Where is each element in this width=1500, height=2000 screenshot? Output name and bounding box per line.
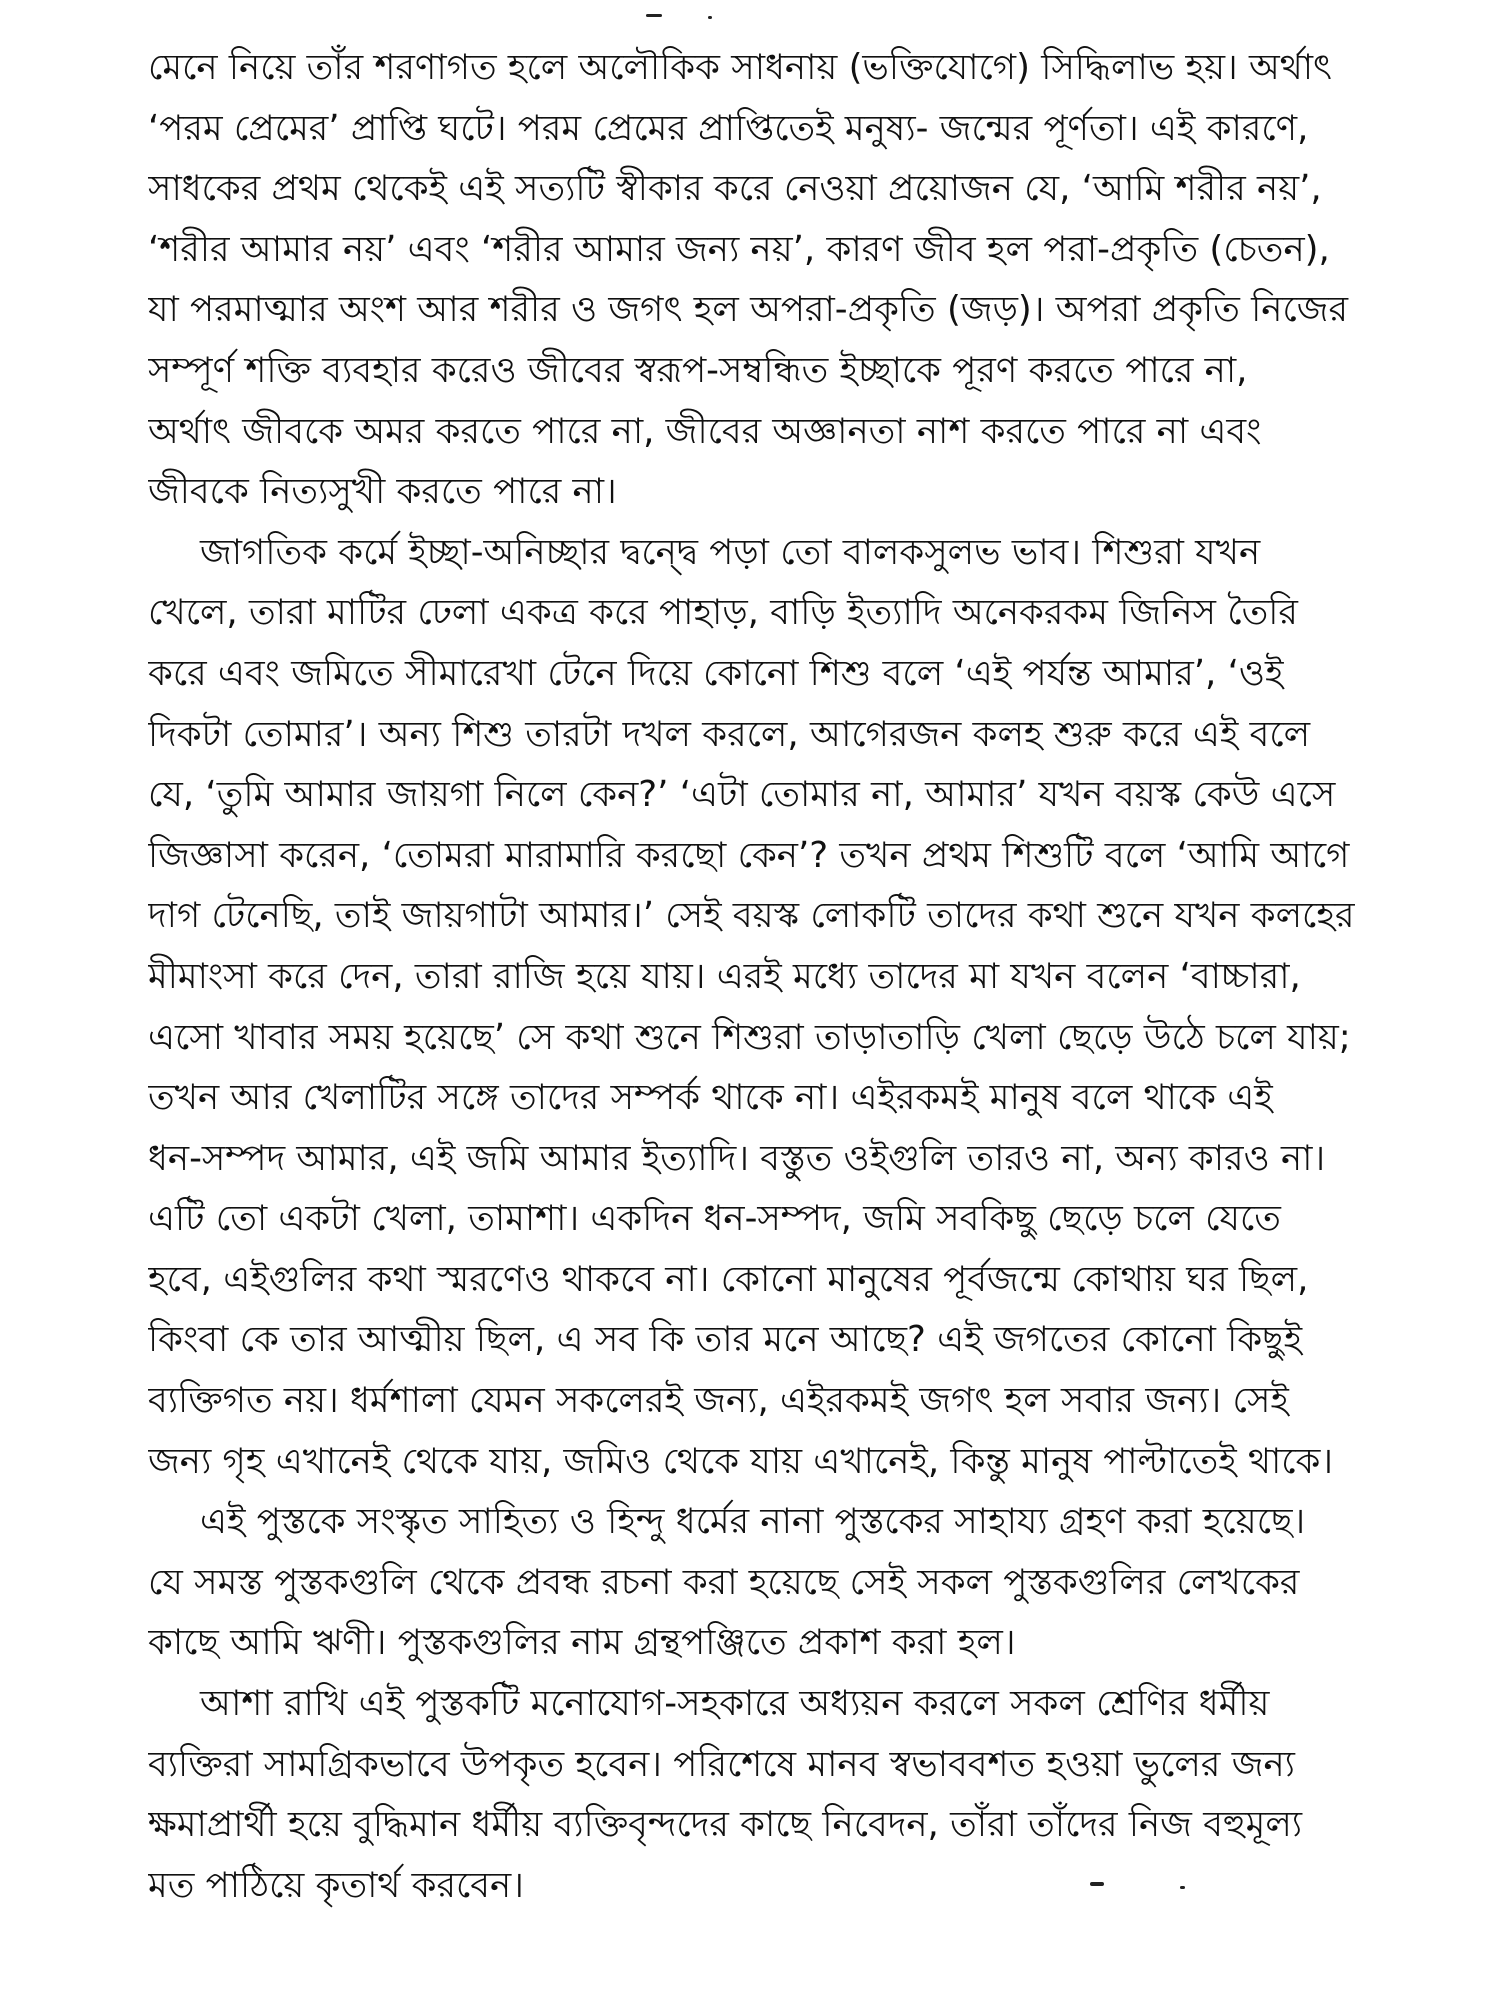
text-line: হবে, এইগুলির কথা স্মরণেও থাকবে না। কোনো মানুষের পূর্বজন্মে কোথায় ঘর ছিল,	[148, 1258, 1309, 1300]
text-line: সম্পূর্ণ শক্তি ব্যবহার করেও জীবের স্বরূপ-সম্বন্ধিত ইচ্ছাকে পূরণ করতে পারে না,	[148, 349, 1248, 391]
text-line: জন্য গৃহ এখানেই থেকে যায়, জমিও থেকে যায় এখানেই, কিন্তু মানুষ পাল্টাতেই থাকে।	[148, 1440, 1334, 1482]
text-line: ধন-সম্পদ আমার, এই জমি আমার ইত্যাদি। বস্তুত ওইগুলি তারও না, অন্য কারও না।	[148, 1137, 1326, 1179]
text-line: দাগ টেনেছি, তাই জায়গাটা আমার।’ সেই বয়স্ক লোকটি তাদের কথা শুনে যখন কলহের	[148, 895, 1355, 937]
text-line: সাধকের প্রথম থেকেই এই সত্যটি স্বীকার করে নেওয়া প্রয়োজন যে, ‘আমি শরীর নয়’,	[148, 168, 1322, 210]
text-line: তখন আর খেলাটির সঙ্গে তাদের সম্পর্ক থাকে না। এইরকমই মানুষ বলে থাকে এই	[148, 1077, 1273, 1119]
text-line: দিকটা তোমার’। অন্য শিশু তারটা দখল করলে, আগেরজন কলহ শুরু করে এই বলে	[148, 713, 1311, 755]
text-line: জীবকে নিত্যসুখী করতে পারে না।	[148, 471, 617, 513]
text-line: ‘পরম প্রেমের’ প্রাপ্তি ঘটে। পরম প্রেমের প্রাপ্তিতেই মনুষ্য- জন্মের পূর্ণতা। এই কারণে,	[148, 107, 1309, 149]
text-line: ব্যক্তিগত নয়। ধর্মশালা যেমন সকলেরই জন্য, এইরকমই জগৎ হল সবার জন্য। সেই	[148, 1380, 1289, 1422]
text-line: মত পাঠিয়ে কৃতার্থ করবেন।	[148, 1864, 524, 1906]
text-line: মীমাংসা করে দেন, তারা রাজি হয়ে যায়। এরই মধ্যে তাদের মা যখন বলেন ‘বাচ্চারা,	[148, 955, 1301, 997]
text-line: জিজ্ঞাসা করেন, ‘তোমরা মারামারি করছো কেন’? তখন প্রথম শিশুটি বলে ‘আমি আগে	[148, 834, 1350, 876]
text-line: করে এবং জমিতে সীমারেখা টেনে দিয়ে কোনো শিশু বলে ‘এই পর্যন্ত আমার’, ‘ওই	[148, 652, 1284, 694]
scan-speck	[1090, 1882, 1104, 1886]
scan-speck	[708, 16, 712, 19]
text-line: যা পরমাত্মার অংশ আর শরীর ও জগৎ হল অপরা-প্রকৃতি (জড়)। অপরা প্রকৃতি নিজের	[148, 289, 1349, 331]
body-text	[148, 38, 1368, 1916]
text-line: এটি তো একটা খেলা, তামাশা। একদিন ধন-সম্পদ, জমি সবকিছু ছেড়ে চলে যেতে	[148, 1198, 1281, 1240]
text-line: কাছে আমি ঋণী। পুস্তকগুলির নাম গ্রন্থপঞ্জিতে প্রকাশ করা হল।	[148, 1622, 1016, 1664]
scan-speck	[646, 14, 662, 17]
text-line: কিংবা কে তার আত্মীয় ছিল, এ সব কি তার মনে আছে? এই জগতের কোনো কিছুই	[148, 1319, 1303, 1361]
paragraph-first-line: জাগতিক কর্মে ইচ্ছা-অনিচ্ছার দ্বন্দ্বে পড়া তো বালকসুলভ ভাব। শিশুরা যখন	[200, 531, 1261, 573]
text-line: ব্যক্তিরা সামগ্রিকভাবে উপকৃত হবেন। পরিশেষে মানব স্বভাববশত হওয়া ভুলের জন্য	[148, 1743, 1295, 1785]
text-line: ক্ষমাপ্রার্থী হয়ে বুদ্ধিমান ধর্মীয় ব্যক্তিবৃন্দদের কাছে নিবেদন, তাঁরা তাঁদের নিজ বহুমূল্য	[148, 1804, 1303, 1846]
paragraph-first-line: এই পুস্তকে সংস্কৃত সাহিত্য ও হিন্দু ধর্মের নানা পুস্তকের সাহায্য গ্রহণ করা হয়েছে।	[200, 1501, 1306, 1543]
text-line: অর্থাৎ জীবকে অমর করতে পারে না, জীবের অজ্ঞানতা নাশ করতে পারে না এবং	[148, 410, 1262, 452]
text-line: মেনে নিয়ে তাঁর শরণাগত হলে অলৌকিক সাধনায় (ভক্তিযোগে) সিদ্ধিলাভ হয়। অর্থাৎ	[148, 47, 1333, 88]
scan-speck	[1180, 1886, 1185, 1889]
text-line: এসো খাবার সময় হয়েছে’ সে কথা শুনে শিশুরা তাড়াতাড়ি খেলা ছেড়ে উঠে চলে যায়;	[148, 1016, 1351, 1058]
paragraph-first-line: আশা রাখি এই পুস্তকটি মনোযোগ-সহকারে অধ্যয়ন করলে সকল শ্রেণির ধর্মীয়	[200, 1683, 1270, 1725]
text-line: খেলে, তারা মাটির ঢেলা একত্র করে পাহাড়, বাড়ি ইত্যাদি অনেকরকম জিনিস তৈরি	[148, 592, 1298, 634]
text-line: যে সমস্ত পুস্তকগুলি থেকে প্রবন্ধ রচনা করা হয়েছে সেই সকল পুস্তকগুলির লেখকের	[148, 1561, 1300, 1603]
text-line: যে, ‘তুমি আমার জায়গা নিলে কেন?’ ‘এটা তোমার না, আমার’ যখন বয়স্ক কেউ এসে	[148, 774, 1336, 816]
text-line: ‘শরীর আমার নয়’ এবং ‘শরীর আমার জন্য নয়’, কারণ জীব হল পরা-প্রকৃতি (চেতন),	[148, 228, 1330, 270]
